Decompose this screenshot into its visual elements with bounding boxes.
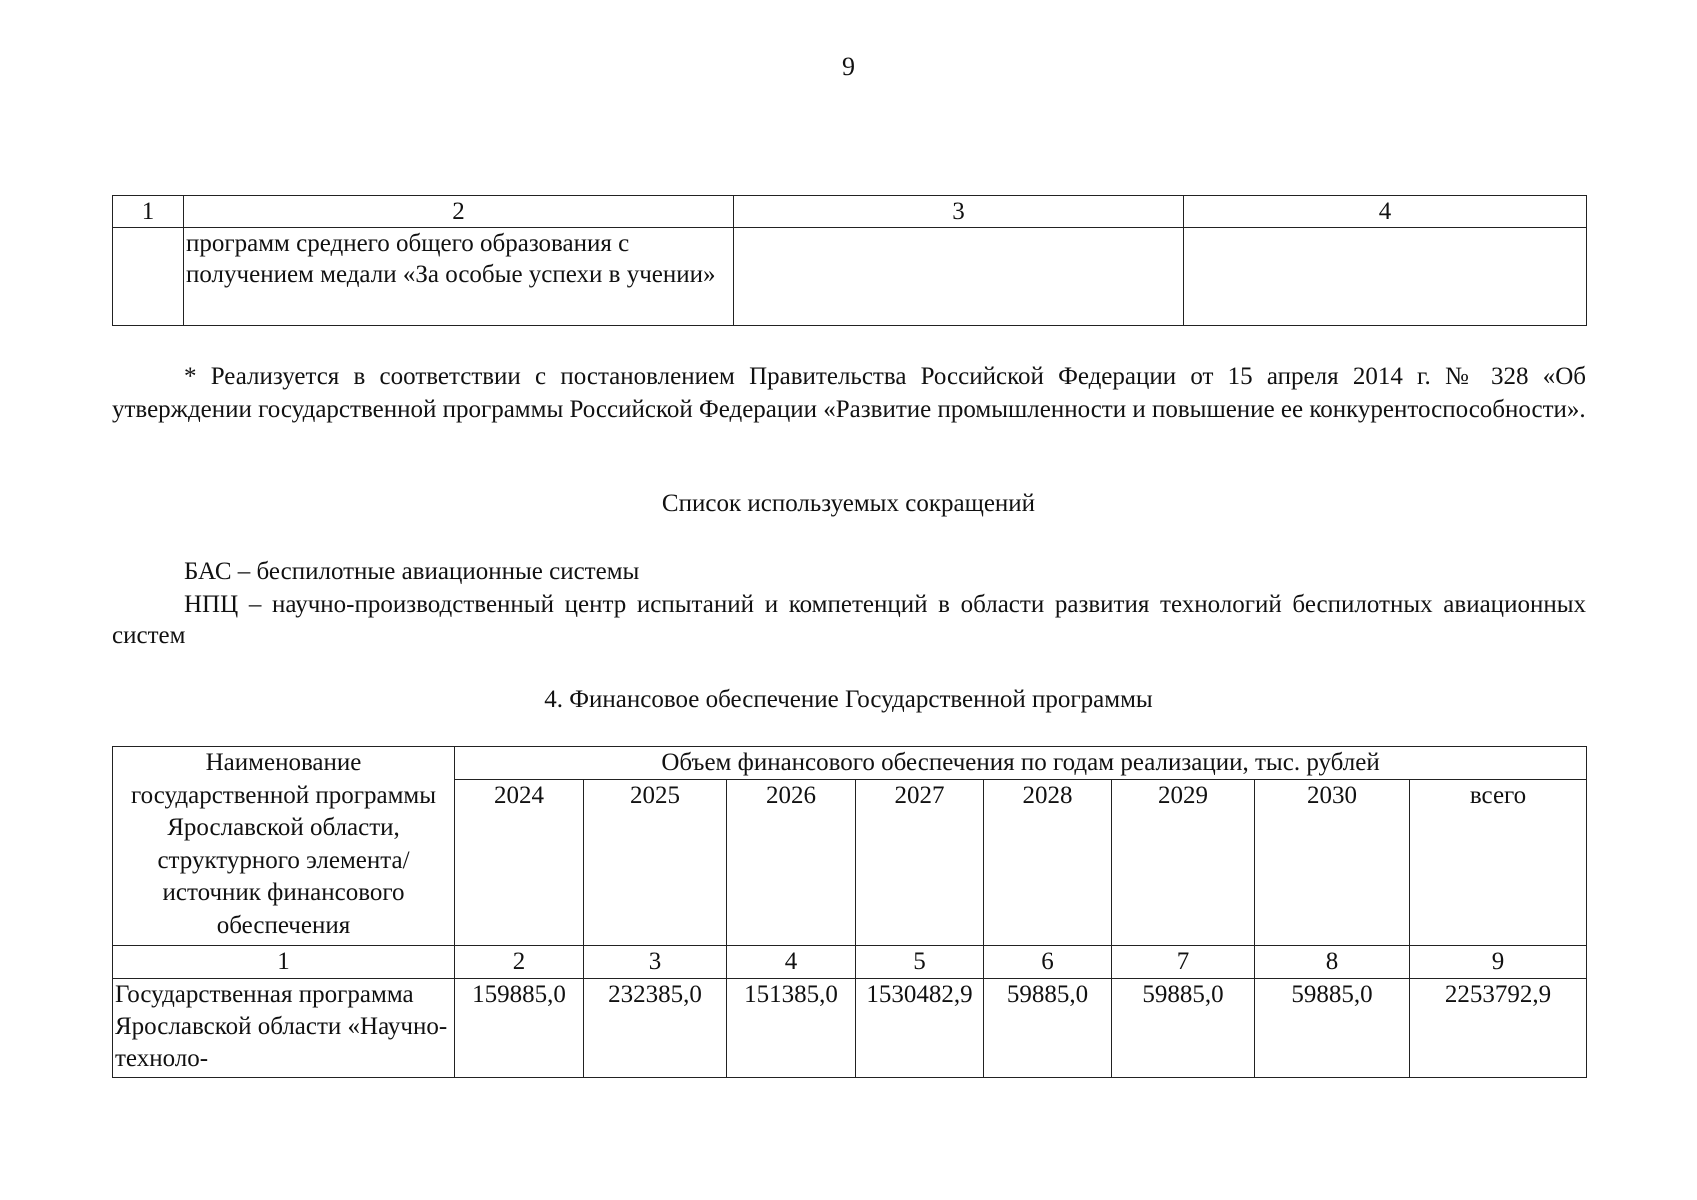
value-cell: 232385,0: [584, 979, 727, 1078]
program-name-cell: Государственная программа Ярославской области «Научно-техноло-: [113, 979, 455, 1078]
year-header: 2027: [856, 780, 984, 946]
table-cell: [113, 228, 184, 326]
column-numbers-row: [113, 946, 1587, 979]
column-number: 3: [584, 946, 727, 979]
footnote: * Реализуется в соответствии с постановлением Правительства Российской Федерации от 15 апреля 2014 г. № 328 «Об утверждении государственной программы Российской Федерации «Развитие промышленности и повышение ее конкурентоспособности».: [112, 363, 1586, 423]
year-header: 2026: [727, 780, 856, 946]
abbreviation-item: БАС – беспилотные авиационные системы: [184, 558, 640, 585]
financing-table: [112, 746, 1587, 1078]
table-header-row: [113, 196, 1587, 228]
column-number: 4: [727, 946, 856, 979]
column-number: 1: [113, 946, 455, 979]
column-number: 8: [1255, 946, 1410, 979]
name-column-header: Наименование государственной программы Ярославской области, структурного элемента/ источник финансового обеспечения: [113, 747, 455, 946]
value-cell: 159885,0: [455, 979, 584, 1078]
table-row: [113, 979, 1587, 1078]
results-table-continuation: [112, 195, 1587, 326]
column-number: 7: [1112, 946, 1255, 979]
total-header: всего: [1410, 780, 1587, 946]
column-number: 2: [184, 196, 734, 228]
table-header-row: [113, 747, 1587, 780]
table-cell: [734, 228, 1184, 326]
column-number: 2: [455, 946, 584, 979]
table-cell: программ среднего общего образования с получением медали «За особые успехи в учении»: [184, 228, 734, 326]
value-cell: 1530482,9: [856, 979, 984, 1078]
volume-header: Объем финансового обеспечения по годам реализации, тыс. рублей: [455, 747, 1587, 780]
column-number: 9: [1410, 946, 1587, 979]
value-cell: 59885,0: [1255, 979, 1410, 1078]
section-title: 4. Финансовое обеспечение Государственной программы: [544, 686, 1153, 713]
page-number: 9: [842, 52, 855, 81]
column-number: 4: [1184, 196, 1587, 228]
column-number: 5: [856, 946, 984, 979]
year-header: 2028: [984, 780, 1112, 946]
total-value-cell: 2253792,9: [1410, 979, 1587, 1078]
column-number: 1: [113, 196, 184, 228]
table-row: [113, 228, 1587, 326]
year-header: 2025: [584, 780, 727, 946]
value-cell: 151385,0: [727, 979, 856, 1078]
column-number: 6: [984, 946, 1112, 979]
column-number: 3: [734, 196, 1184, 228]
value-cell: 59885,0: [984, 979, 1112, 1078]
year-header: 2024: [455, 780, 584, 946]
year-header: 2030: [1255, 780, 1410, 946]
value-cell: 59885,0: [1112, 979, 1255, 1078]
abbreviations-title: Список используемых сокращений: [661, 490, 1036, 517]
year-header: 2029: [1112, 780, 1255, 946]
table-cell: [1184, 228, 1587, 326]
abbreviation-item: НПЦ – научно-производственный центр испытаний и компетенций в области развития технологий беспилотных авиационных систем: [112, 591, 1586, 649]
